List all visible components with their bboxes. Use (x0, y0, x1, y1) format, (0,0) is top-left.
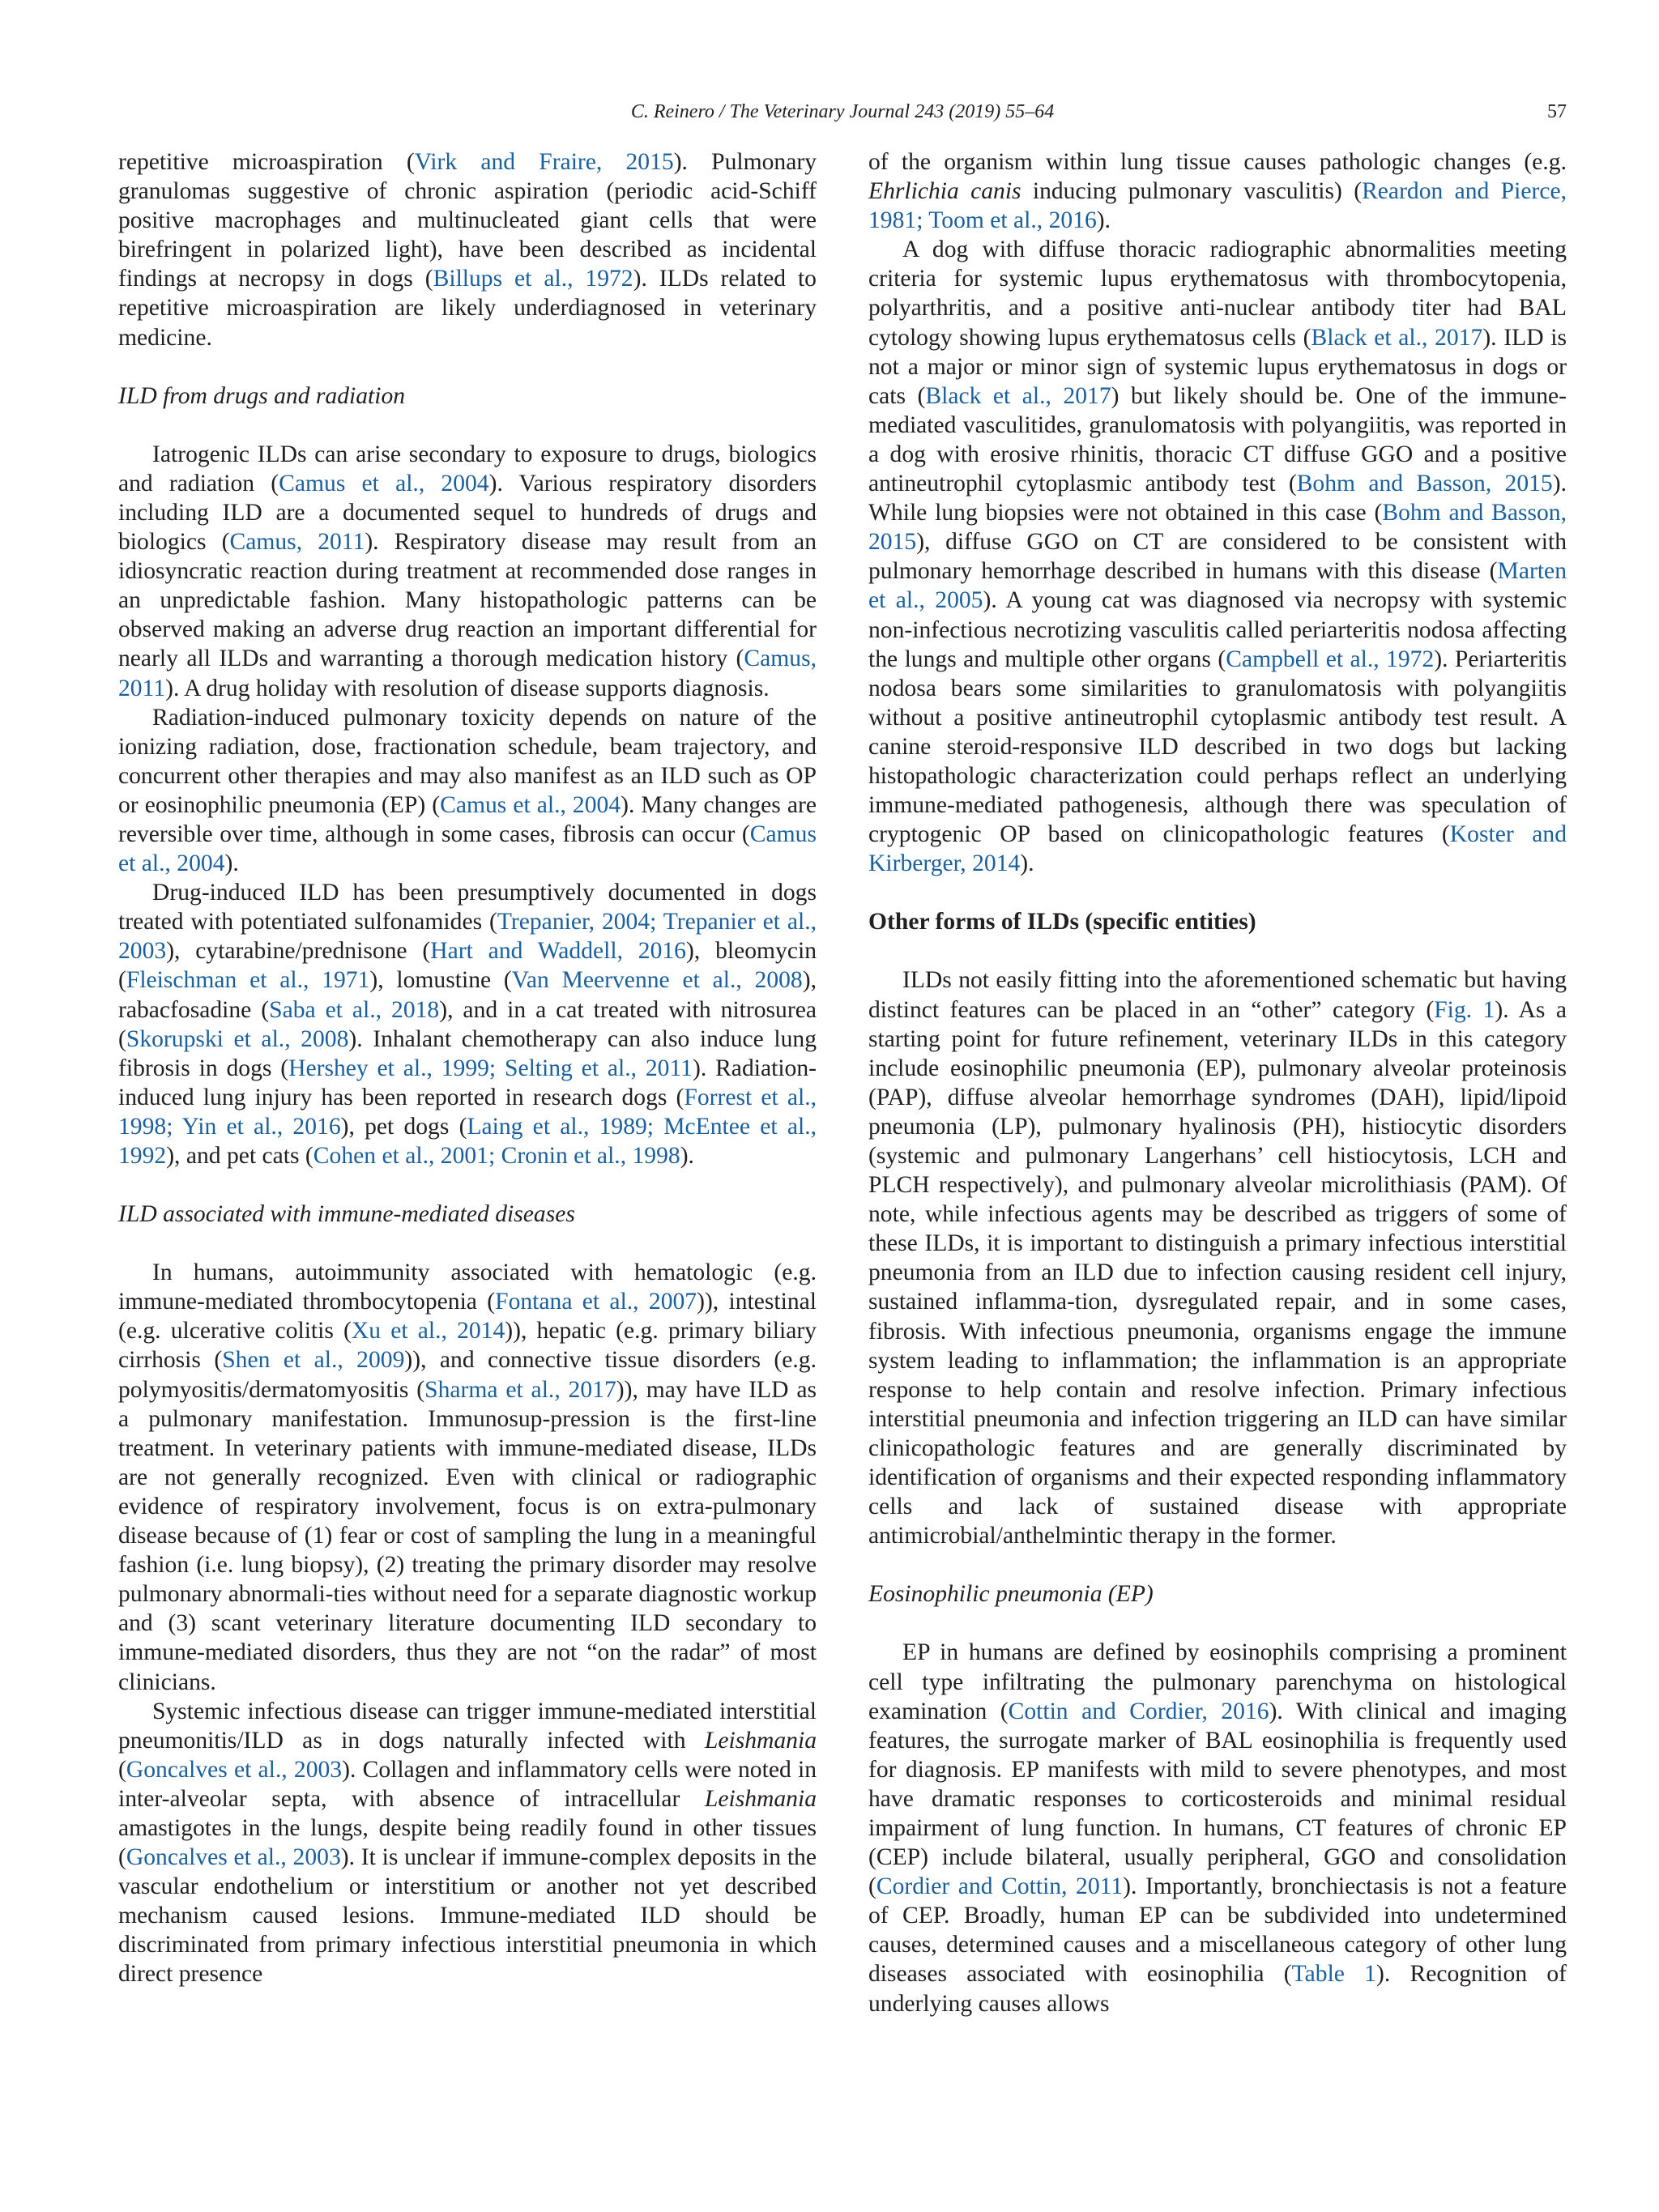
text-run: ). (1020, 850, 1034, 877)
text-run: ), rabacfosadine ( (118, 967, 817, 1023)
citation-link[interactable]: Camus, 2011 (229, 529, 365, 556)
text-run: ). (1096, 207, 1111, 234)
citation-link[interactable]: Bohm and Basson, 2015 (868, 500, 1567, 556)
text-run: ). (680, 1143, 694, 1169)
text-run: ). Respiratory disease may result from an idiosyncratic reaction during treatment at recommended dose ranges in an unpredictable fashion. Many histopathologic patterns can be observed making an adverse drug reaction an important differential for nearly all ILDs and warranting a thorough medication history ( (118, 529, 817, 672)
text-run: Drug-induced ILD has been presumptively documented in dogs treated with potentiated sulfonamides ( (118, 880, 817, 936)
text-run: EP in humans are defined by eosinophils comprising a prominent cell type infiltrating the pulmonary parenchyma on histological examination ( (868, 1639, 1567, 1724)
text-run: Radiation-induced pulmonary toxicity depends on nature of the ionizing radiation, dose, fractionation schedule, beam trajectory, and concurrent other therapies and may also manifest as an ILD such as OP or eosinophilic pneumonia (EP) ( (118, 704, 817, 818)
citation-link[interactable]: Forrest et al., 1998; Yin et al., 2016 (118, 1084, 817, 1140)
text-run: inducing pulmonary vasculitis) ( (1021, 178, 1363, 205)
paragraph (868, 965, 1567, 1550)
citation-link[interactable]: Goncalves et al., 2003 (126, 1756, 343, 1783)
citation-link[interactable]: Marten et al., 2005 (868, 558, 1567, 614)
citation-link[interactable]: Cohen et al., 2001; Cronin et al., 1998 (313, 1143, 680, 1169)
citation-link[interactable]: Fontana et al., 2007 (495, 1289, 697, 1315)
citation-link[interactable]: Campbell et al., 1972 (1226, 646, 1435, 672)
text-run: ), pet dogs ( (340, 1113, 467, 1140)
text-run: ), and pet cats ( (166, 1143, 313, 1169)
italic-term: Leishmania (704, 1785, 817, 1812)
paragraph (118, 878, 817, 1170)
citation-link[interactable]: Xu et al., 2014 (351, 1318, 505, 1345)
paragraph (118, 440, 817, 703)
paragraph (118, 1258, 817, 1696)
section-heading: ILD associated with immune-mediated diseases (118, 1201, 575, 1228)
journal-citation: C. Reinero / The Veterinary Journal 243 (2019) 55–64 (630, 101, 1055, 122)
text-run: )), and connective tissue disorders (e.g. polymyositis/dermatomyositis ( (118, 1347, 817, 1403)
text-run: repetitive microaspiration ( (118, 149, 415, 175)
text-run: Systemic infectious disease can trigger immune-mediated interstitial pneumonitis/ILD as in dogs naturally infected with (118, 1698, 817, 1754)
text-run: A dog with diffuse thoracic radiographic abnormalities meeting criteria for systemic lupus erythematosus with thrombocytopenia, polyarthritis, and a positive anti-nuclear antibody titer had BAL cytology showing lupus erythematosus cells ( (868, 237, 1567, 351)
text-run: ), diffuse GGO on CT are considered to be consistent with pulmonary hemorrhage described in humans with this disease ( (868, 529, 1567, 585)
citation-link[interactable]: Fig. 1 (1434, 996, 1495, 1023)
text-run: ). With clinical and imaging features, the surrogate marker of BAL eosinophilia is frequently used for diagnosis. EP manifests with mild to severe phenotypes, and most have dramatic responses to corticosteroids and minimal residual impairment of lung function. In humans, CT features of chronic EP (CEP) include bilateral, usually peripheral, GGO and consolidation ( (868, 1698, 1567, 1900)
paragraph (868, 235, 1567, 878)
citation-link[interactable]: Laing et al., 1989; McEntee et al., 1992 (118, 1113, 817, 1169)
citation-link[interactable]: Virk and Fraire, 2015 (414, 149, 674, 175)
citation-link[interactable]: Cottin and Cordier, 2016 (1008, 1698, 1269, 1724)
right-column (868, 147, 1567, 2018)
citation-link[interactable]: Reardon and Pierce, 1981; Toom et al., 2016 (868, 178, 1567, 234)
citation-link[interactable]: Sharma et al., 2017 (424, 1376, 616, 1403)
paragraph (118, 1697, 817, 1989)
section-heading-bold: Other forms of ILDs (specific entities) (868, 909, 1256, 936)
text-run: ). ILDs related to repetitive microaspiration are likely underdiagnosed in veterinary medicine. (118, 266, 817, 351)
citation-link[interactable]: Shen et al., 2009 (222, 1347, 405, 1374)
text-run: )), may have ILD as a pulmonary manifestation. Immunosup-pression is the first-line treatment. In veterinary patients with immune-mediated disease, ILDs are not generally recognized. Even with clinical or radiographic evidence of respiratory involvement, focus is on extra-pulmonary disease because of (1) fear or cost of sampling the lung in a meaningful fashion (i.e. lung biopsy), (2) treating the primary disorder may resolve pulmonary abnormali-ties without need for a separate diagnostic workup and (3) scant veterinary literature documenting ILD secondary to immune-mediated disorders, thus they are not “on the radar” of most clinicians. (118, 1376, 817, 1695)
text-run: )), hepatic (e.g. primary biliary cirrhosis ( (118, 1318, 817, 1374)
text-run: ). ILD is not a major or minor sign of systemic lupus erythematosus in dogs or cats ( (868, 324, 1567, 409)
paragraph (868, 1638, 1567, 2018)
text-run: ILDs not easily fitting into the aforementioned schematic but having distinct features can be placed in an “other” category ( (868, 967, 1567, 1023)
text-run: ). (224, 850, 239, 877)
text-run: ). Many changes are reversible over time, although in some cases, fibrosis can occur ( (118, 791, 817, 847)
italic-term: Ehrlichia canis (868, 178, 1021, 205)
citation-link[interactable]: Van Meervenne et al., 2008 (511, 967, 803, 994)
citation-link[interactable]: Hart and Waddell, 2016 (430, 938, 686, 965)
text-run: ), cytarabine/prednisone ( (166, 938, 431, 965)
section-heading: Eosinophilic pneumonia (EP) (868, 1581, 1154, 1608)
text-run: ). Various respiratory disorders including ILD are a documented sequel to hundreds of drugs and biologics ( (118, 470, 817, 556)
text-run: ), bleomycin ( (118, 938, 817, 994)
text-run: )), intestinal (e.g. ulcerative colitis ( (118, 1289, 817, 1345)
citation-link[interactable]: Koster and Kirberger, 2014 (868, 821, 1567, 877)
text-run: amastigotes in the lungs, despite being readily found in other tissues ( (118, 1814, 817, 1871)
text-run: ) but likely should be. One of the immune-mediated vasculitides, granulomatosis with polyangiitis, was reported in a dog with erosive rhinitis, thoracic CT diffuse GGO and a positive antineutrophil cytoplasmic antibody test ( (868, 382, 1567, 497)
text-run: ). Inhalant chemotherapy can also induce lung fibrosis in dogs ( (118, 1025, 817, 1081)
running-head (118, 96, 1567, 128)
paragraph (118, 147, 817, 352)
citation-link[interactable]: Black et al., 2017 (1311, 324, 1483, 351)
citation-link[interactable]: Fleischman et al., 1971 (126, 967, 370, 994)
citation-link[interactable]: Goncalves et al., 2003 (126, 1844, 341, 1871)
text-run: ). Radiation-induced lung injury has been reported in research dogs ( (118, 1055, 817, 1110)
citation-link[interactable]: Hershey et al., 1999; Selting et al., 2011 (288, 1055, 693, 1081)
citation-link[interactable]: Billups et al., 1972 (433, 266, 633, 292)
citation-link[interactable]: Camus et al., 2004 (279, 470, 489, 497)
text-run: ). Periarteritis nodosa bears some similarities to granulomatosis with polyangiitis without a positive antineutrophil cytoplasmic antibody test result. A canine steroid-responsive ILD described in two dogs but lacking histopathologic characterization could perhaps reflect an underlying immune-mediated pathogenesis, although there was speculation of cryptogenic OP based on clinicopathologic features ( (868, 646, 1567, 848)
text-run: ). Collagen and inflammatory cells were noted in inter-alveolar septa, with absence of intracellular (118, 1756, 817, 1812)
italic-term: Leishmania (704, 1727, 817, 1754)
page-number: 57 (1547, 101, 1567, 122)
text-run: ), lomustine ( (369, 967, 512, 994)
citation-link[interactable]: Table 1 (1291, 1961, 1376, 1988)
text-run: ), and in a cat treated with nitrosurea ( (118, 996, 817, 1052)
text-run: ). As a starting point for future refinement, veterinary ILDs in this category include eosinophilic pneumonia (EP), pulmonary alveolar proteinosis (PAP), diffuse alveolar hemorrhage syndromes (DAH), lipid/lipoid pneumonia (LP), pulmonary hyalinosis (PH), histiocytic disorders (systemic and pulmonary Langerhans’ cell histiocytosis, LCH and PLCH respectively), and pulmonary alveolar microlithiasis (PAM). Of note, while infectious agents may be described as triggers of some of these ILDs, it is important to distinguish a primary infectious interstitial pneumonia from an ILD due to infection causing resident cell injury, sustained inflamma-tion, dysregulated repair, and in some cases, fibrosis. With infectious pneumonia, organisms engage the immune system leading to inflammation; the inflammation is an appropriate response to help contain and resolve infection. Primary infectious interstitial pneumonia and infection triggering an ILD can have similar clinicopathologic features and are generally discriminated by identification of organisms and their expected responding inflammatory cells and lack of sustained disease with appropriate antimicrobial/anthelmintic therapy in the former. (868, 996, 1567, 1549)
citation-link[interactable]: Skorupski et al., 2008 (126, 1025, 349, 1052)
citation-link[interactable]: Camus et al., 2004 (118, 820, 817, 877)
text-run: Iatrogenic ILDs can arise secondary to exposure to drugs, biologics and radiation ( (118, 441, 817, 497)
text-run: ). A young cat was diagnosed via necropsy with systemic non-infectious necrotizing vasculitis called periarteritis nodosa affecting the lungs and multiple other organs ( (868, 587, 1567, 672)
citation-link[interactable]: Black et al., 2017 (925, 382, 1111, 409)
text-run: ). While lung biopsies were not obtained in this case ( (868, 471, 1567, 526)
citation-link[interactable]: Bohm and Basson, 2015 (1296, 471, 1553, 497)
text-run: ). It is unclear if immune-complex deposits in the vascular endothelium or interstitium or another not yet described mechanism caused lesions. Immune-mediated ILD should be discriminated from primary infectious interstitial pneumonia in which direct presence (118, 1844, 817, 1988)
text-run: In humans, autoimmunity associated with hematologic (e.g. immune-mediated thrombocytopenia ( (118, 1259, 817, 1315)
citation-link[interactable]: Cordier and Cottin, 2011 (876, 1873, 1124, 1900)
paragraph (868, 147, 1567, 235)
text-run: ). Pulmonary granulomas suggestive of chronic aspiration (periodic acid-Schiff positive macrophages and multinucleated giant cells that were birefringent in polarized light), have been described as incidental findings at necropsy in dogs ( (118, 149, 817, 292)
citation-link[interactable]: Saba et al., 2018 (269, 996, 440, 1023)
citation-link[interactable]: Trepanier, 2004; Trepanier et al., 2003 (118, 909, 817, 965)
text-run: ). Importantly, bronchiectasis is not a feature of CEP. Broadly, human EP can be subdivided into undetermined causes, determined causes and a miscellaneous category of other lung diseases associated with eosinophilia ( (868, 1873, 1567, 1988)
text-run: ( (118, 1756, 126, 1783)
left-column (118, 147, 817, 1989)
text-run: ). Recognition of underlying causes allows (868, 1961, 1567, 2017)
paragraph (118, 703, 817, 879)
text-run: ). A drug holiday with resolution of disease supports diagnosis. (165, 675, 770, 701)
citation-link[interactable]: Camus et al., 2004 (440, 791, 621, 818)
citation-link[interactable]: Camus, 2011 (118, 646, 817, 701)
text-run: of the organism within lung tissue causes pathologic changes (e.g. (868, 149, 1567, 175)
section-heading: ILD from drugs and radiation (118, 382, 406, 409)
